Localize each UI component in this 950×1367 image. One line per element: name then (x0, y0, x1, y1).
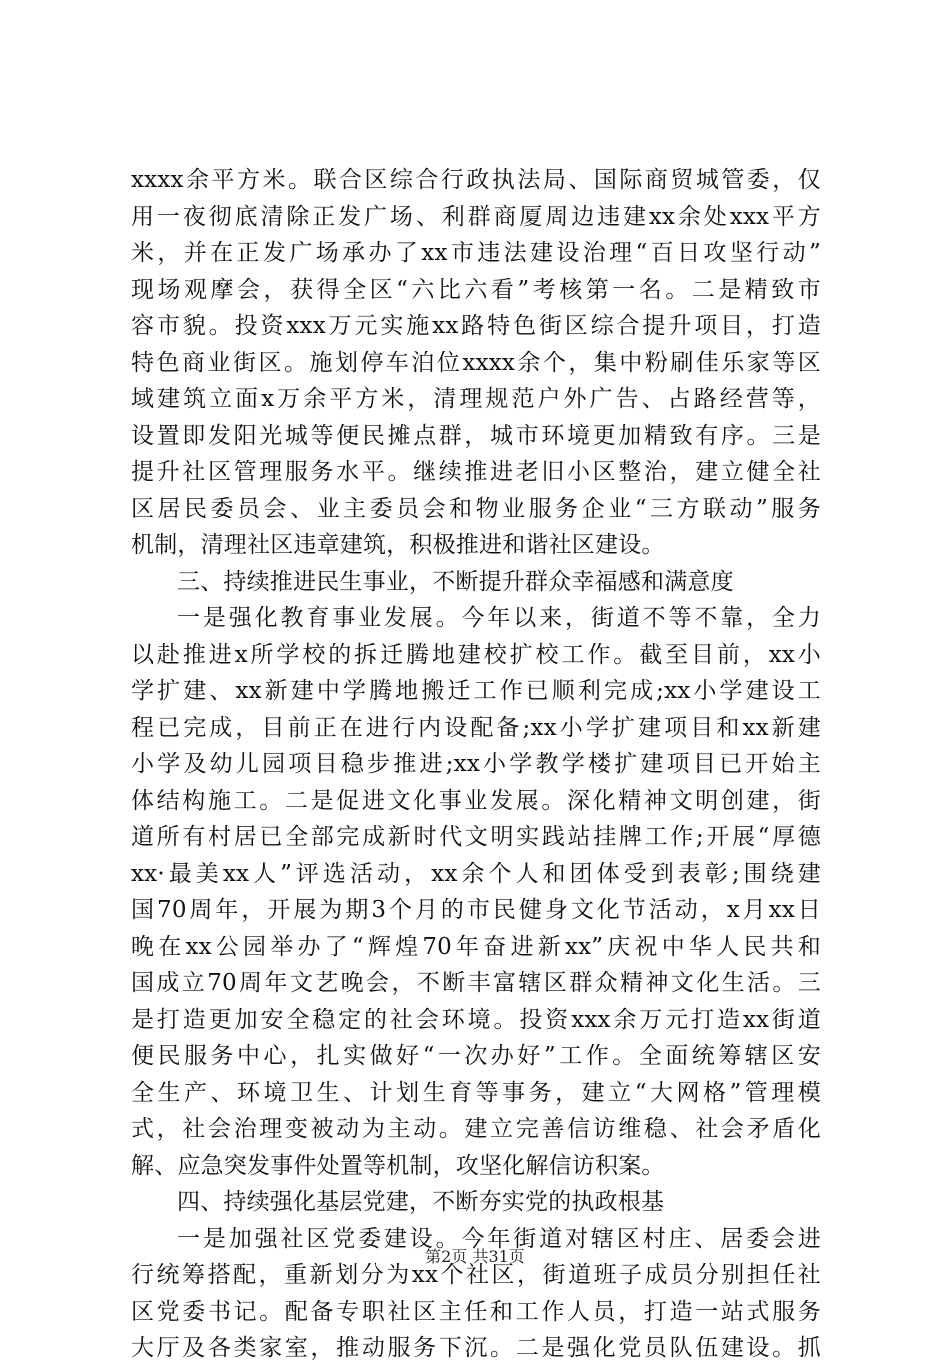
text-line: 区党委书记。配备专职社区主任和工作人员，打造一站式服务 (131, 1298, 821, 1325)
text-line: 用一夜彻底清除正发广场、利群商厦周边违建xx余处xxx平方 (131, 203, 821, 230)
text-line: 大厅及各类家室，推动服务下沉。二是强化党员队伍建设。抓 (131, 1335, 821, 1361)
text-line: 米，并在正发广场承办了xx市违法建设治理“百日攻坚行动” (131, 240, 821, 266)
text-line: 国成立70周年文艺晚会，不断丰富辖区群众精神文化生活。三 (131, 970, 821, 996)
text-line: 学扩建、xx新建中学腾地搬迁工作已顺利完成;xx小学建设工 (131, 678, 821, 704)
text-line: 便民服务中心，扎实做好“一次办好”工作。全面统筹辖区安 (131, 1043, 821, 1069)
text-line: 程已完成，目前正在进行内设配备;xx小学扩建项目和xx新建 (131, 714, 821, 741)
text-line: 小学及幼儿园项目稳步推进;xx小学教学楼扩建项目已开始主 (131, 751, 821, 777)
text-line: 道所有村居已全部完成新时代文明实践站挂牌工作;开展“厚德 (131, 824, 821, 850)
paragraph-last-line: 解、应急突发事件处置等机制，攻坚化解信访积案。 (131, 1152, 665, 1179)
text-line: xx·最美xx人”评选活动，xx余个人和团体受到表彰;围绕建 (131, 860, 821, 887)
text-line: 区居民委员会、业主委员会和物业服务企业“三方联动”服务 (131, 495, 821, 522)
text-line: 体结构施工。二是促进文化事业发展。深化精神文明创建，街 (131, 787, 821, 814)
text-line: 容市貌。投资xxx万元实施xx路特色街区综合提升项目，打造 (131, 313, 821, 339)
section-heading: 三、持续推进民生事业，不断提升群众幸福感和满意度 (177, 568, 734, 595)
text-line: 国70周年，开展为期3个月的市民健身文化节活动，x月xx日 (131, 897, 821, 923)
paragraph-first-line: 一是强化教育事业发展。今年以来，街道不等不靠，全力 (177, 605, 821, 631)
text-line: 域建筑立面x万余平方米，清理规范户外广告、占路经营等， (131, 386, 821, 412)
body-text (131, 162, 821, 1367)
text-line: 式，社会治理变被动为主动。建立完善信访维稳、社会矛盾化 (131, 1116, 821, 1142)
paragraph-last-line: 机制，清理社区违章建筑，积极推进和谐社区建设。 (131, 532, 665, 558)
text-line: xxxx余平方米。联合区综合行政执法局、国际商贸城管委，仅 (131, 167, 821, 193)
page-footer: 第2页 共31页 (425, 1247, 525, 1266)
text-line: 行统筹搭配，重新划分为xx个社区，街道班子成员分别担任社 (131, 1262, 821, 1288)
text-line: 现场观摩会，获得全区“六比六看”考核第一名。二是精致市 (131, 276, 821, 303)
text-line: 提升社区管理服务水平。继续推进老旧小区整治，建立健全社 (131, 459, 821, 485)
section-heading: 四、持续强化基层党建，不断夯实党的执政根基 (177, 1189, 665, 1215)
text-line: 是打造更加安全稳定的社会环境。投资xxx余万元打造xx街道 (131, 1006, 821, 1033)
paragraph-first-line: 一是加强社区党委建设。今年街道对辖区村庄、居委会进 (177, 1225, 821, 1252)
text-line: 特色商业街区。施划停车泊位xxxx余个，集中粉刷佳乐家等区 (131, 349, 821, 376)
text-line: 全生产、环境卫生、计划生育等事务，建立“大网格”管理模 (131, 1079, 821, 1106)
text-line: 设置即发阳光城等便民摊点群，城市环境更加精致有序。三是 (131, 422, 821, 449)
text-line: 以赴推进x所学校的拆迁腾地建校扩校工作。截至目前，xx小 (131, 641, 821, 668)
text-line: 晚在xx公园举办了“辉煌70年奋进新xx”庆祝中华人民共和 (131, 933, 821, 960)
